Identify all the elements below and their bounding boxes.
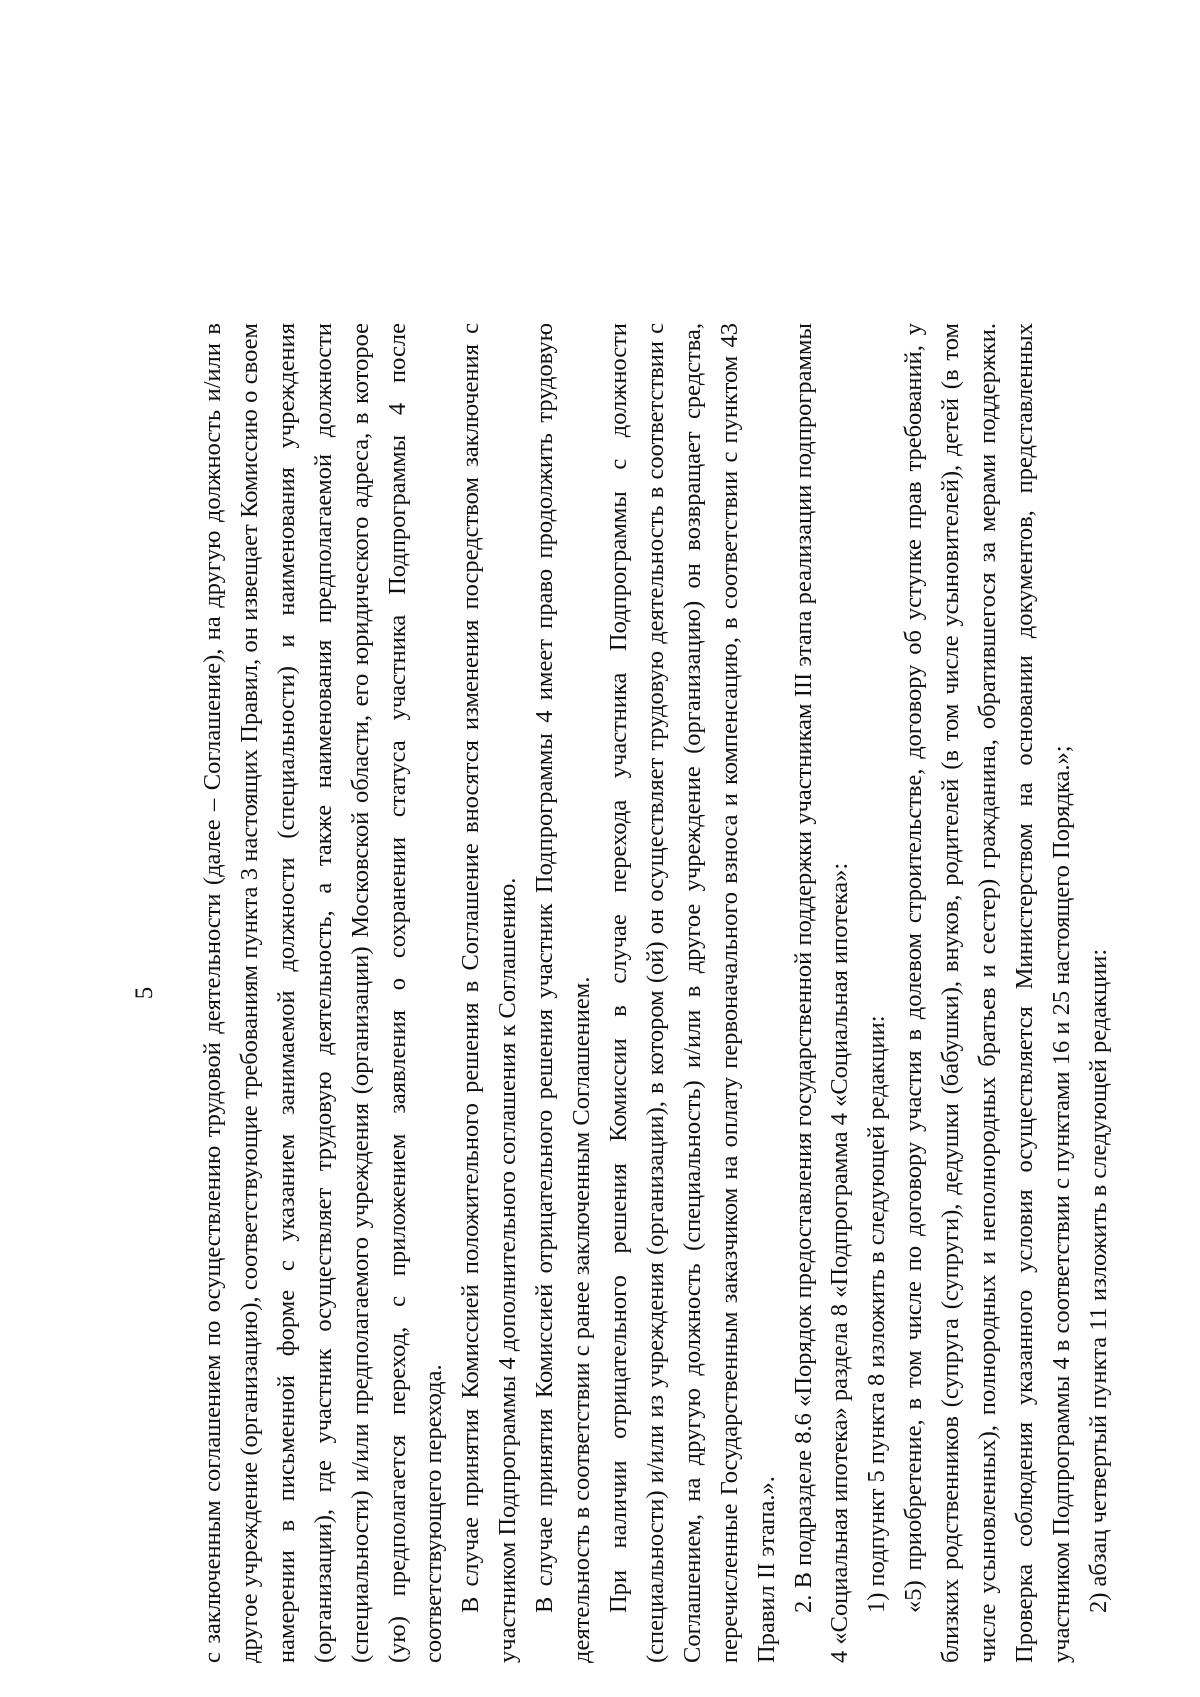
paragraph-refund: При наличии отрицательного решения Комиссии в случае перехода участника Подпрограммы с должности (специальности) и/или из учреждения (организации), в котором (ой) он осуществляет трудовую деятельность в соответствии с Соглашением, на другую должность (специальность) и/или в другое учреждение (организацию) он возвращает средства, перечисленные Государственным заказчиком на оплату первоначального взноса и компенсацию, в соответствии с пунктом 43 Правил II этапа.». bbox=[604, 323, 780, 1663]
paragraph-subitem-1: 1) подпункт 5 пункта 8 изложить в следующей редакции: bbox=[863, 1015, 891, 1613]
paragraph-negative-decision: В случае принятия Комиссией отрицательного решения участник Подпрограммы 4 имеет право продолжить трудовую деятельность в соответствии с ранее заключенным Соглашением. bbox=[531, 323, 596, 1663]
body-text bbox=[195, 323, 1118, 1663]
paragraph-subitem-2: 2) абзац четвертый пункта 11 изложить в следующей редакции: bbox=[1084, 948, 1112, 1613]
paragraph-positive-decision: В случае принятия Комиссией положительного решения в Соглашение вносятся изменения посредством заключения с участником Подпрограммы 4 дополнительного соглашения к Соглашению. bbox=[457, 323, 522, 1663]
paragraph-section-2: 2. В подразделе 8.6 «Порядок предоставления государственной поддержки участникам III этапа реализации подпрограммы 4 «Социальная ипотека» раздела 8 «Подпрограмма 4 «Социальная ипотека»: bbox=[789, 323, 854, 1663]
paragraph-quoted-item-5: «5) приобретение, в том числе по договору участия в долевом строительстве, договору об уступке прав требований, у близких родственников (супруга (супруги), дедушки (бабушки), внуков, родителей (в том числе усыновителей), детей (в том числе усыновленных), полнородных и неполнородных братьев и сестер) гражданина, обратившегося за мерами поддержки. Проверка соблюдения указанного условия осуществляется Министерством на основании документов, представленных участником Подпрограммы 4 в соответствии с пунктами 16 и 25 настоящего Порядка.»; bbox=[900, 323, 1075, 1663]
paragraph-continuation: с заключенным соглашением по осуществлению трудовой деятельности (далее – Соглашение), на другую должность и/или в другое учреждение (организацию), соответствующие требованиям пункта 3 настоящих Правил, он извещает Комиссию о своем намерении в письменной форме с указанием занимаемой должности (специальности) и наименования учреждения (организации), где участник осуществляет трудовую деятельность, а также наименования предполагаемой должности (специальности) и/или предполагаемого учреждения (организации) Московской области, его юридического адреса, в которое (ую) предполагается переход, с приложением заявления о сохранении статуса участника Подпрограммы 4 после соответствующего перехода. bbox=[199, 323, 448, 1663]
page-number: 5 bbox=[131, 986, 158, 1000]
rotated-page-content bbox=[131, 323, 1112, 1663]
